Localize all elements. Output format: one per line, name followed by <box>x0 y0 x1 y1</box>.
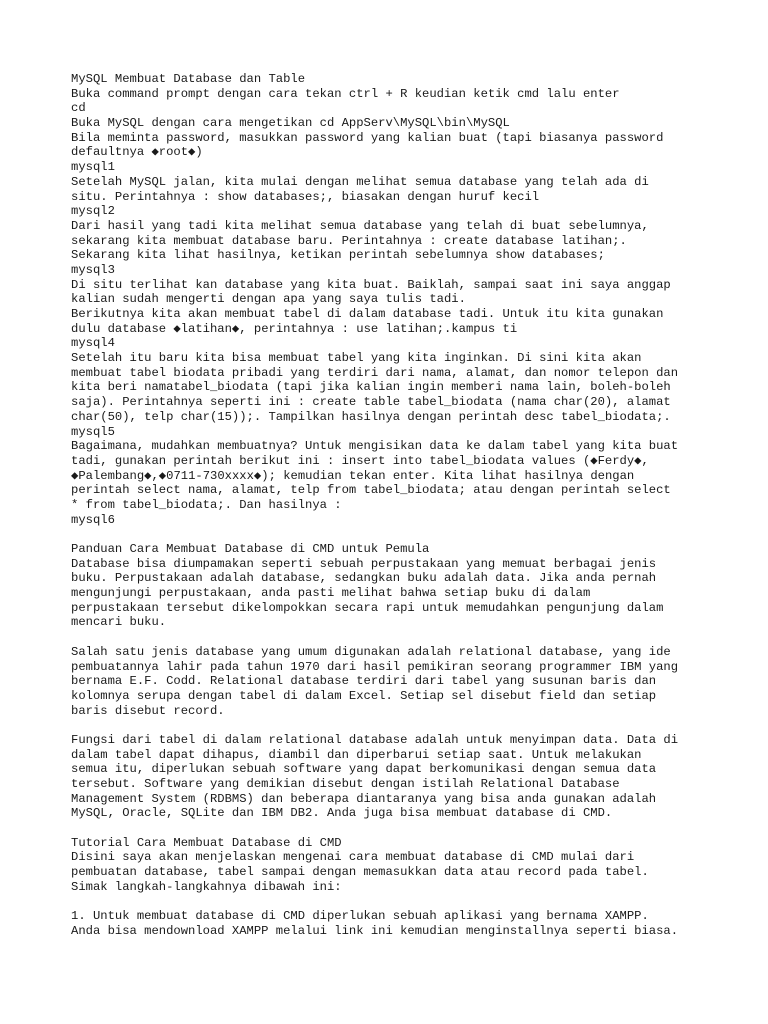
mysql-tutorial-section <box>71 72 751 527</box>
text-line: Tutorial Cara Membuat Database di CMD <box>71 835 342 850</box>
text-line: Disini saya akan menjelaskan mengenai cara membuat database di CMD mulai dari <box>71 850 635 865</box>
text-line: tadi, gunakan perintah berikut ini : insert into tabel_biodata values (◆Ferdy◆, <box>71 453 649 468</box>
text-line: kita beri namatabel_biodata (tapi jika kalian ingin memberi nama lain, boleh-boleh <box>71 380 671 395</box>
text-line: baris disebut record. <box>71 703 225 718</box>
text-line: Salah satu jenis database yang umum digunakan adalah relational database, yang ide <box>71 644 671 659</box>
text-line: Anda bisa mendownload XAMPP melalui link ini kemudian menginstallnya seperti biasa. <box>71 923 679 938</box>
text-line: Buka MySQL dengan cara mengetikan cd AppServ\MySQL\bin\MySQL <box>71 116 510 131</box>
text-line: Simak langkah-langkahnya dibawah ini: <box>71 879 342 894</box>
text-line: ◆Palembang◆,◆0711-730xxxx◆); kemudian tekan enter. Kita lihat hasilnya dengan <box>71 468 635 483</box>
text-line: mencari buku. <box>71 615 167 630</box>
text-line: Dari hasil yang tadi kita melihat semua database yang telah di buat sebelumnya, <box>71 218 649 233</box>
text-line: perpustakaan tersebut dikelompokkan secara rapi untuk memudahkan pengunjung dalam <box>71 600 664 615</box>
paragraph-gap <box>71 821 751 836</box>
text-line: situ. Perintahnya : show databases;, biasakan dengan huruf kecil <box>71 189 540 204</box>
text-line: defaultnya ◆root◆) <box>71 145 203 160</box>
text-line: saja). Perintahnya seperti ini : create table tabel_biodata (nama char(20), alamat <box>71 395 671 410</box>
text-line: mysql6 <box>71 512 115 527</box>
text-line: MySQL, Oracle, SQLite dan IBM DB2. Anda juga bisa membuat database di CMD. <box>71 806 613 821</box>
text-line: MySQL Membuat Database dan Table <box>71 72 306 86</box>
text-line: Buka command prompt dengan cara tekan ctrl + R keudian ketik cmd lalu enter <box>71 86 620 101</box>
cmd-tutorial-section <box>71 836 751 895</box>
text-line: Di situ terlihat kan database yang kita buat. Baiklah, sampai saat ini saya anggap <box>71 277 671 292</box>
text-line: mysql2 <box>71 204 115 219</box>
database-intro-section <box>71 542 751 630</box>
text-line: mysql5 <box>71 424 115 439</box>
text-line: mysql4 <box>71 336 115 351</box>
text-line: Setelah MySQL jalan, kita mulai dengan melihat semua database yang telah ada di <box>71 174 649 189</box>
text-line: char(50), telp char(15));. Tampilkan hasilnya dengan perintah desc tabel_biodata;. <box>71 409 671 424</box>
text-line: 1. Untuk membuat database di CMD diperlukan sebuah aplikasi yang bernama XAMPP. <box>71 909 649 924</box>
text-line: sekarang kita membuat database baru. Perintahnya : create database latihan;. <box>71 233 627 248</box>
text-line: semua itu, diperlukan sebuah software yang dapat berkomunikasi dengan semua data <box>71 762 657 777</box>
paragraph-gap <box>71 718 751 733</box>
text-line: perintah select nama, alamat, telp from tabel_biodata; atau dengan perintah select <box>71 483 671 498</box>
text-line: bernama E.F. Codd. Relational database terdiri dari tabel yang susunan baris dan <box>71 674 657 689</box>
text-line: membuat tabel biodata pribadi yang terdiri dari nama, alamat, dan nomor telepon dan <box>71 365 679 380</box>
text-line: Panduan Cara Membuat Database di CMD untuk Pemula <box>71 542 430 556</box>
text-line: cd <box>71 101 86 116</box>
text-line: Bagaimana, mudahkan membuatnya? Untuk mengisikan data ke dalam tabel yang kita buat <box>71 439 679 454</box>
relational-database-section <box>71 645 751 718</box>
text-line: Sekarang kita lihat hasilnya, ketikan perintah sebelumnya show databases; <box>71 248 605 263</box>
text-line: dulu database ◆latihan◆, perintahnya : use latihan;.kampus ti <box>71 321 518 336</box>
text-line: buku. Perpustakaan adalah database, sedangkan buku adalah data. Jika anda pernah <box>71 571 657 586</box>
text-line: Setelah itu baru kita bisa membuat tabel yang kita inginkan. Di sini kita akan <box>71 351 642 366</box>
text-line: dalam tabel dapat dihapus, diambil dan diperbarui setiap saat. Untuk melakukan <box>71 747 642 762</box>
paragraph-gap <box>71 895 751 910</box>
text-line: Management System (RDBMS) dan beberapa diantaranya yang bisa anda gunakan adalah <box>71 791 657 806</box>
paragraph-gap <box>71 630 751 645</box>
text-line: mysql1 <box>71 160 115 175</box>
text-line: Bila meminta password, masukkan password yang kalian buat (tapi biasanya password <box>71 130 664 145</box>
text-line: tersebut. Software yang demikian disebut dengan istilah Relational Database <box>71 777 620 791</box>
text-line: pembuatan database, tabel sampai dengan memasukkan data atau record pada tabel. <box>71 865 649 880</box>
text-line: kalian sudah mengerti dengan apa yang saya tulis tadi. <box>71 292 466 307</box>
document-page <box>71 72 751 939</box>
text-line: Berikutnya kita akan membuat tabel di dalam database tadi. Untuk itu kita gunakan <box>71 307 664 321</box>
text-line: kolomnya serupa dengan tabel di dalam Excel. Setiap sel disebut field dan setiap <box>71 688 657 703</box>
text-line: pembuatannya lahir pada tahun 1970 dari hasil pemikiran seorang programmer IBM yang <box>71 659 679 674</box>
rdbms-section <box>71 733 751 821</box>
text-line: mengunjungi perpustakaan, anda pasti melihat bahwa setiap buku di dalam <box>71 586 591 601</box>
xampp-step-section <box>71 909 751 938</box>
text-line: Fungsi dari tabel di dalam relational database adalah untuk menyimpan data. Data di <box>71 732 679 747</box>
paragraph-gap <box>71 527 751 542</box>
text-line: * from tabel_biodata;. Dan hasilnya : <box>71 497 342 512</box>
text-line: Database bisa diumpamakan seperti sebuah perpustakaan yang memuat berbagai jenis <box>71 556 657 571</box>
text-line: mysql3 <box>71 262 115 277</box>
